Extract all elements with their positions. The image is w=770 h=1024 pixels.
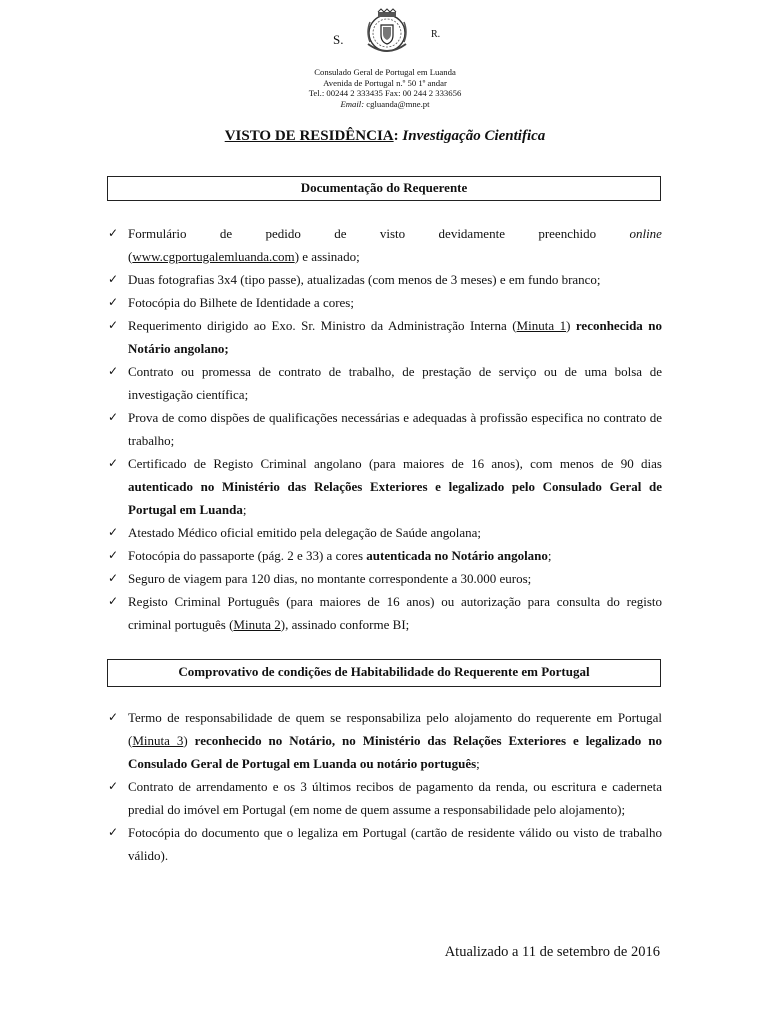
list-item <box>107 567 662 590</box>
minuta-2-link[interactable]: Minuta 2 <box>233 617 281 632</box>
form-line <box>128 222 662 245</box>
habitability-checklist <box>107 706 662 867</box>
header-letter-r: R. <box>431 29 441 40</box>
check-icon: ✓ <box>108 318 119 332</box>
item-text: ; <box>476 756 480 771</box>
page-title <box>0 128 770 145</box>
word-online: online <box>629 226 662 241</box>
word: Formulário <box>128 226 187 241</box>
consulate-address: Avenida de Portugal n.º 50 1º andar <box>323 77 447 88</box>
item-text: Certificado de Registo Criminal angolano (para maiores de 16 anos), com menos de 90 dias <box>128 456 662 471</box>
item-text: ), assinado conforme BI; <box>280 617 410 632</box>
item-text: Fotocópia do documento que o legaliza em Portugal (cartão de residente válido ou visto de trabalho válido). <box>128 825 662 863</box>
item-text: Contrato ou promessa de contrato de trabalho, de prestação de serviço ou de uma bolsa de investigação científica; <box>128 364 662 402</box>
list-item <box>107 452 662 521</box>
item-text: ; <box>242 502 247 517</box>
email-address[interactable]: cgluanda@mne.pt <box>364 98 430 109</box>
list-item <box>107 360 662 406</box>
check-icon: ✓ <box>108 295 119 309</box>
word: de <box>219 226 233 241</box>
check-icon: ✓ <box>108 825 119 839</box>
item-text: Seguro de viagem para 120 dias, no montante correspondente a 30.000 euros; <box>128 571 532 586</box>
check-icon: ✓ <box>108 571 119 585</box>
list-item <box>107 521 662 544</box>
word: devidamente <box>438 226 505 241</box>
list-item <box>107 314 662 360</box>
updated-date: Atualizado a 11 de setembro de 2016 <box>444 944 660 960</box>
consulate-email <box>0 99 770 110</box>
email-label: Email: <box>340 98 365 109</box>
check-icon: ✓ <box>108 226 119 240</box>
item-text: Atestado Médico oficial emitido pela delegação de Saúde angolana; <box>128 525 482 540</box>
list-item: ✓ Formulário de pedido de visto devidamente preenchido online (www.cgportugalemluanda.com) e assinado; <box>107 222 662 268</box>
item-text: Requerimento dirigido ao Exo. Sr. Ministro da Administração Interna ( <box>128 318 517 333</box>
title-main: VISTO DE RESIDÊNCIA <box>224 128 394 144</box>
list-item <box>107 706 662 775</box>
website-link[interactable]: www.cgportugalemluanda.com <box>132 249 295 264</box>
item-bold-text: reconhecida no Notário angolano; <box>128 318 663 356</box>
item-bold-text: reconhecido no Notário, no Ministério das Relações Exteriores e legalizado no Consulado Geral de Portugal em Luanda ou notário português <box>128 733 662 771</box>
consulate-address-block <box>0 67 770 109</box>
title-colon: : <box>393 128 403 144</box>
coat-of-arms-icon <box>362 8 412 56</box>
minuta-1-link[interactable]: Minuta 1 <box>516 318 567 333</box>
title-subtitle: Investigação Cientifica <box>402 128 546 144</box>
consulate-phone-fax: Tel.: 00244 2 333435 Fax: 00 244 2 333656 <box>308 88 462 99</box>
check-icon: ✓ <box>108 410 119 424</box>
item-text: Duas fotografias 3x4 (tipo passe), atualizadas (com menos de 3 meses) e em fundo branco; <box>128 272 601 287</box>
item-bold-text: autenticada no Notário angolano <box>366 548 548 563</box>
item-text: Contrato de arrendamento e os 3 últimos recibos de pagamento da renda, ou escritura e caderneta predial do imóvel em Portugal (em nome de quem assume a responsabilidade pelo alojamento); <box>128 779 662 817</box>
check-icon: ✓ <box>108 779 119 793</box>
word: de <box>334 226 347 241</box>
item-text: Fotocópia do passaporte (pág. 2 e 33) a cores <box>128 548 367 563</box>
section-heading-habitability: Comprovativo de condições de Habitabilidade do Requerente em Portugal <box>107 659 661 687</box>
section-heading-documentation: Documentação do Requerente <box>107 176 661 201</box>
list-item <box>107 590 662 636</box>
list-item <box>107 291 662 314</box>
item-text: e assinado; <box>299 249 360 264</box>
item-text: Termo de responsabilidade de quem se responsabiliza pelo alojamento do requerente em Portugal ( <box>128 710 662 748</box>
item-text: Fotocópia do Bilhete de Identidade a cores; <box>128 295 354 310</box>
item-text: ) <box>566 318 571 333</box>
consulate-name: Consulado Geral de Portugal em Luanda <box>314 67 456 77</box>
list-item <box>107 544 662 567</box>
check-icon: ✓ <box>108 594 119 608</box>
list-item <box>107 268 662 291</box>
list-item <box>107 775 662 821</box>
item-text: ; <box>547 548 552 563</box>
item-text: Registo Criminal Português (para maiores de 16 anos) ou autorização para consulta do registo criminal português ( <box>128 594 662 632</box>
word: preenchido <box>538 226 597 241</box>
list-item <box>107 406 662 452</box>
list-item <box>107 821 662 867</box>
minuta-3-link[interactable]: Minuta 3 <box>132 733 184 748</box>
item-text: ) <box>183 733 195 748</box>
check-icon: ✓ <box>108 525 119 539</box>
word: visto <box>379 226 406 241</box>
item-bold-text: autenticado no Ministério das Relações Exteriores e legalizado pelo Consulado Geral de Portugal em Luanda <box>128 479 662 517</box>
check-icon: ✓ <box>108 272 119 286</box>
check-icon: ✓ <box>108 548 119 562</box>
check-icon: ✓ <box>108 710 119 724</box>
item-text: Prova de como dispões de qualificações necessárias e adequadas à profissão especifica no contrato de trabalho; <box>128 410 662 448</box>
check-icon: ✓ <box>108 364 119 378</box>
documentation-checklist <box>107 222 662 636</box>
header-letter-s: S. <box>333 32 344 47</box>
word: pedido <box>265 226 301 241</box>
check-icon: ✓ <box>108 456 119 470</box>
